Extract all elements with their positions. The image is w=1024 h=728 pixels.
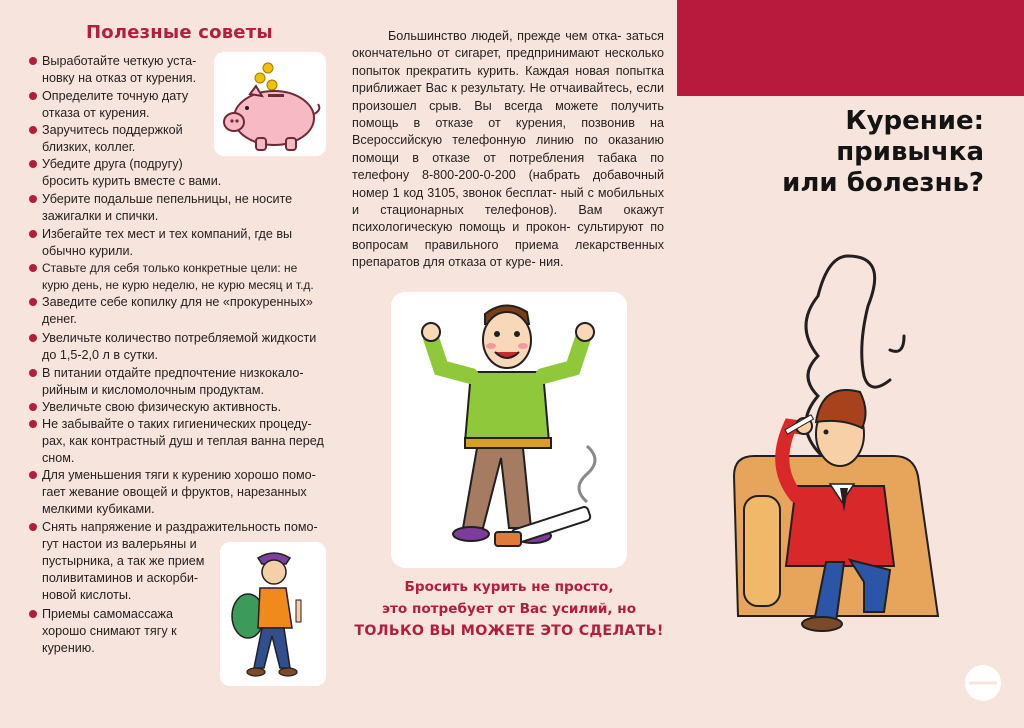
- help-line: новая попытка приближает Вас к результату. Не: [352, 63, 664, 96]
- tip-text: близких, коллег.: [42, 140, 136, 154]
- tip-text: обычно курили.: [42, 244, 134, 258]
- corner-logo-icon: [963, 663, 1003, 703]
- happy-boy-card: [391, 292, 627, 568]
- bullet-icon: [29, 264, 37, 272]
- tip-text: поливитаминов и аскорби-: [42, 571, 199, 585]
- tip-text: Убедите друга (подругу): [42, 157, 183, 171]
- tips-column: [0, 0, 340, 728]
- callout-line: это потребует от Вас усилий, но: [381, 601, 637, 617]
- help-line: ния.: [539, 255, 564, 270]
- tip-text: рах, как контрастный душ и теплая ванна перед: [42, 434, 324, 448]
- cover-title-line: или болезнь?: [782, 168, 984, 198]
- tip-text: гает жевание овощей и фруктов, нарезанных: [42, 485, 307, 499]
- happy-boy-illustration: [391, 292, 627, 568]
- tip-text: Не забывайте о таких гигиенических процеду-: [42, 417, 312, 431]
- bullet-icon: [29, 471, 37, 479]
- help-line: можете получить помощь в отказе от курения,: [352, 98, 664, 131]
- help-line: ный с мобильных и стационарных телефонов).: [352, 185, 664, 218]
- tip-text: Снять напряжение и раздражительность помо-: [42, 520, 318, 534]
- callout-text: [350, 576, 668, 642]
- bullet-icon: [29, 57, 37, 65]
- piggy-bank-icon: [214, 52, 326, 156]
- cover-red-band: [677, 0, 1024, 96]
- tip-text: до 1,5-2,0 л в сутки.: [42, 348, 159, 362]
- tip-text: Уберите подальше пепельницы, не носите: [42, 192, 293, 206]
- tip-text: Определите точную дату: [42, 89, 189, 103]
- tip-text: новой кислоты.: [42, 588, 132, 602]
- tip-text: рийным и кисломолочным продуктам.: [42, 383, 265, 397]
- help-line: позвонив на Всероссийскую телефонную линию: [352, 116, 664, 148]
- bullet-icon: [29, 195, 37, 203]
- bullet-icon: [29, 334, 37, 342]
- tip-text: пустырника, а так же прием: [42, 554, 205, 568]
- tip-text: курению.: [42, 641, 95, 655]
- tips-title: Полезные советы: [86, 22, 273, 43]
- tip-text: Выработайте четкую уста-: [42, 54, 197, 68]
- tip-text: Для уменьшения тяги к курению хорошо помо-: [42, 468, 316, 482]
- tip-text: Увеличьте количество потребляемой жидкости: [42, 331, 317, 345]
- tip-text: бросить курить вместе с вами.: [42, 174, 222, 188]
- tip-text: Увеличьте свою физическую активность.: [42, 400, 282, 414]
- help-line: Вам окажут психологическую помощь и прокон-: [352, 203, 664, 235]
- tip-text: мелкими кубиками.: [42, 502, 155, 516]
- help-line: лекарственных препаратов для отказа от куре-: [352, 237, 664, 270]
- help-line: табака по телефону 8-800-200-0-200 (набрать: [352, 150, 665, 183]
- cover-title-line: привычка: [836, 137, 984, 167]
- callout-line: Бросить курить не просто,: [404, 579, 614, 595]
- bullet-icon: [29, 610, 37, 618]
- cover-title-line: Курение:: [845, 106, 984, 136]
- bullet-icon: [29, 369, 37, 377]
- tip-text: гут настои из валерьяны и: [42, 537, 197, 551]
- help-line: Большинство людей, прежде чем отка-: [388, 29, 622, 43]
- tip-text: В питании отдайте предпочтение низкокало-: [42, 366, 304, 380]
- bullet-icon: [29, 160, 37, 168]
- help-line: по оказанию помощи в отказе от потребления: [352, 133, 664, 165]
- help-line: отчаивайтесь, если произошел срыв. Вы всегда: [352, 81, 664, 113]
- help-line: заться окончательно от сигарет, предпринимают: [352, 29, 664, 61]
- piggy-bank-card: [214, 52, 326, 156]
- bullet-icon: [29, 298, 37, 306]
- tip-text: денег.: [42, 312, 77, 326]
- callout-line: ТОЛЬКО ВЫ МОЖЕТЕ ЭТО СДЕЛАТЬ!: [354, 623, 664, 639]
- tip-text: Заручитесь поддержкой: [42, 123, 183, 137]
- bullet-icon: [29, 92, 37, 100]
- tip-text: Избегайте тех мест и тех компаний, где вы: [42, 227, 293, 241]
- bullet-icon: [29, 523, 37, 531]
- tip-text: хорошо снимают тягу к: [42, 624, 177, 638]
- help-line: сультируют по вопросам правильного приема: [352, 220, 665, 252]
- help-paragraph: [352, 28, 664, 272]
- help-line: несколько попыток прекратить курить. Каждая: [352, 46, 665, 78]
- tip-text: зажигалки и спички.: [42, 209, 159, 223]
- bullet-icon: [29, 230, 37, 238]
- bullet-icon: [29, 420, 37, 428]
- help-line: добавочный номер 1 код 3105, звонок бесплат-: [352, 168, 664, 200]
- tip-text: Ставьте для себя только конкретные цели: не: [42, 261, 298, 275]
- tip-text: Заведите себе копилку для не «прокуренных»: [42, 295, 313, 309]
- tip-text: курю день, не курю неделю, не курю месяц и т.д.: [42, 278, 314, 292]
- bullet-icon: [29, 403, 37, 411]
- tip-text: сном.: [42, 451, 75, 465]
- bullet-icon: [29, 126, 37, 134]
- tip-text: отказа от курения.: [42, 106, 150, 120]
- cover-title: [760, 106, 984, 199]
- tip-text: Приемы самомассажа: [42, 607, 173, 621]
- smoking-man-illustration: [730, 226, 1010, 646]
- tip-text: новку на отказ от курения.: [42, 71, 197, 85]
